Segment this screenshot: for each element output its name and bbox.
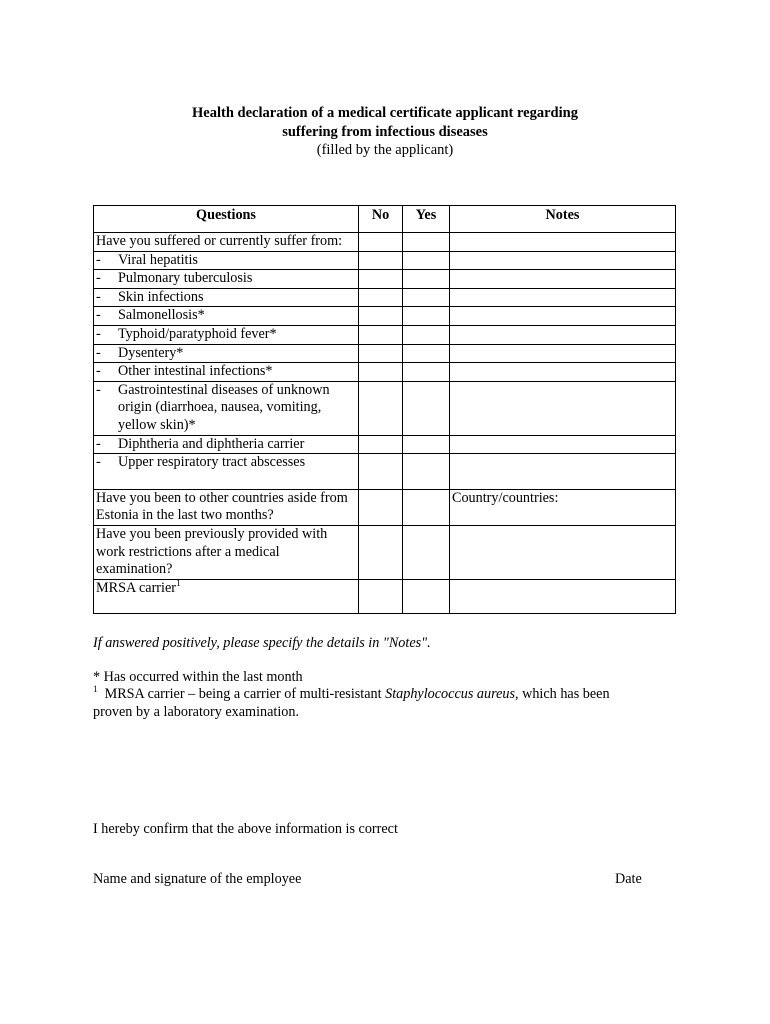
table-row	[94, 270, 676, 289]
dash: -	[96, 381, 101, 398]
no-cell[interactable]	[359, 307, 403, 326]
no-cell[interactable]	[359, 344, 403, 363]
table-row	[94, 525, 676, 579]
question-item: Gastrointestinal diseases of unknown origin (diarrhoea, nausea, vomiting, yellow skin)*	[118, 381, 330, 433]
yes-cell[interactable]	[403, 288, 450, 307]
table-row	[94, 381, 676, 435]
yes-cell[interactable]	[403, 579, 450, 613]
questions-table	[93, 205, 676, 614]
title-line-3: (filled by the applicant)	[316, 142, 454, 158]
notes-cell[interactable]	[450, 270, 676, 289]
dash: -	[96, 325, 101, 342]
table-row	[94, 288, 676, 307]
yes-cell[interactable]	[403, 251, 450, 270]
table-row	[94, 454, 676, 490]
no-cell[interactable]	[359, 435, 403, 454]
header-questions: Questions	[94, 206, 359, 233]
no-cell[interactable]	[359, 363, 403, 382]
notes-countries[interactable]: Country/countries:	[450, 489, 676, 525]
dash: -	[96, 251, 101, 268]
table-header-row	[94, 206, 676, 233]
question-item: Typhoid/paratyphoid fever*	[118, 325, 277, 342]
header-yes: Yes	[403, 206, 450, 233]
title-line-1: Health declaration of a medical certificate applicant regarding	[192, 105, 578, 121]
dash: -	[96, 344, 101, 361]
notes-cell[interactable]	[450, 363, 676, 382]
title-line-2: suffering from infectious diseases	[282, 123, 488, 140]
notes-cell[interactable]	[450, 381, 676, 435]
table-row	[94, 325, 676, 344]
dash: -	[96, 307, 101, 324]
notes-cell[interactable]	[450, 454, 676, 490]
table-row	[94, 363, 676, 382]
no-cell[interactable]	[359, 288, 403, 307]
question-item: Other intestinal infections*	[118, 363, 273, 380]
no-cell[interactable]	[359, 381, 403, 435]
header-notes: Notes	[450, 206, 676, 233]
confirmation-statement: I hereby confirm that the above information is correct	[93, 821, 398, 837]
notes-cell[interactable]	[450, 307, 676, 326]
table-row	[94, 579, 676, 613]
question-item: Upper respiratory tract abscesses	[118, 454, 306, 471]
notes-cell[interactable]	[450, 579, 676, 613]
yes-cell[interactable]	[403, 435, 450, 454]
footnote-italic: Staphylococcus aureus	[385, 686, 515, 702]
footnote-mrsa	[93, 686, 613, 721]
notes-cell[interactable]	[450, 525, 676, 579]
footnote-text-b: , which has been proven by a laboratory examination.	[93, 686, 610, 720]
footnote-text-a: MRSA carrier – being a carrier of multi-resistant	[104, 686, 386, 702]
notes-cell[interactable]	[450, 435, 676, 454]
no-cell[interactable]	[359, 489, 403, 525]
question-intro: Have you suffered or currently suffer from:	[94, 233, 359, 252]
question-item: Viral hepatitis	[118, 251, 198, 268]
question-item: Salmonellosis*	[118, 307, 205, 324]
yes-cell[interactable]	[403, 363, 450, 382]
notes-cell[interactable]	[450, 344, 676, 363]
no-cell[interactable]	[359, 325, 403, 344]
table-row	[94, 489, 676, 525]
question-item: Pulmonary tuberculosis	[118, 270, 253, 287]
no-cell[interactable]	[359, 579, 403, 613]
question-item: Diphtheria and diphtheria carrier	[118, 435, 305, 452]
yes-cell[interactable]	[403, 307, 450, 326]
question-item: Dysentery*	[118, 344, 184, 361]
yes-cell[interactable]	[403, 233, 450, 252]
table-row	[94, 435, 676, 454]
dash: -	[96, 363, 101, 380]
no-cell[interactable]	[359, 525, 403, 579]
table-row	[94, 251, 676, 270]
table-row	[94, 344, 676, 363]
question-restrictions: Have you been previously provided with work restrictions after a medical examination?	[94, 525, 359, 579]
yes-cell[interactable]	[403, 381, 450, 435]
dash: -	[96, 288, 101, 305]
table-row	[94, 307, 676, 326]
yes-cell[interactable]	[403, 525, 450, 579]
notes-cell[interactable]	[450, 325, 676, 344]
date-label: Date	[615, 871, 642, 887]
mrsa-label: MRSA carrier	[96, 579, 176, 596]
no-cell[interactable]	[359, 251, 403, 270]
yes-cell[interactable]	[403, 454, 450, 490]
mrsa-footnote-mark: 1	[175, 577, 181, 588]
question-mrsa	[94, 579, 359, 613]
document-title	[0, 104, 770, 160]
footnote-number: 1	[93, 684, 98, 694]
notes-cell[interactable]	[450, 288, 676, 307]
header-no: No	[359, 206, 403, 233]
yes-cell[interactable]	[403, 270, 450, 289]
no-cell[interactable]	[359, 454, 403, 490]
yes-cell[interactable]	[403, 344, 450, 363]
signature-label: Name and signature of the employee	[93, 871, 302, 887]
no-cell[interactable]	[359, 270, 403, 289]
dash: -	[96, 454, 101, 471]
footnote-asterisk: * Has occurred within the last month	[93, 669, 303, 685]
dash: -	[96, 435, 101, 452]
no-cell[interactable]	[359, 233, 403, 252]
table-row	[94, 233, 676, 252]
yes-cell[interactable]	[403, 489, 450, 525]
positive-answer-note: If answered positively, please specify the details in "Notes".	[93, 635, 431, 651]
notes-cell[interactable]	[450, 233, 676, 252]
dash: -	[96, 270, 101, 287]
question-countries: Have you been to other countries aside from Estonia in the last two months?	[94, 489, 359, 525]
notes-cell[interactable]	[450, 251, 676, 270]
yes-cell[interactable]	[403, 325, 450, 344]
question-item: Skin infections	[118, 288, 204, 305]
